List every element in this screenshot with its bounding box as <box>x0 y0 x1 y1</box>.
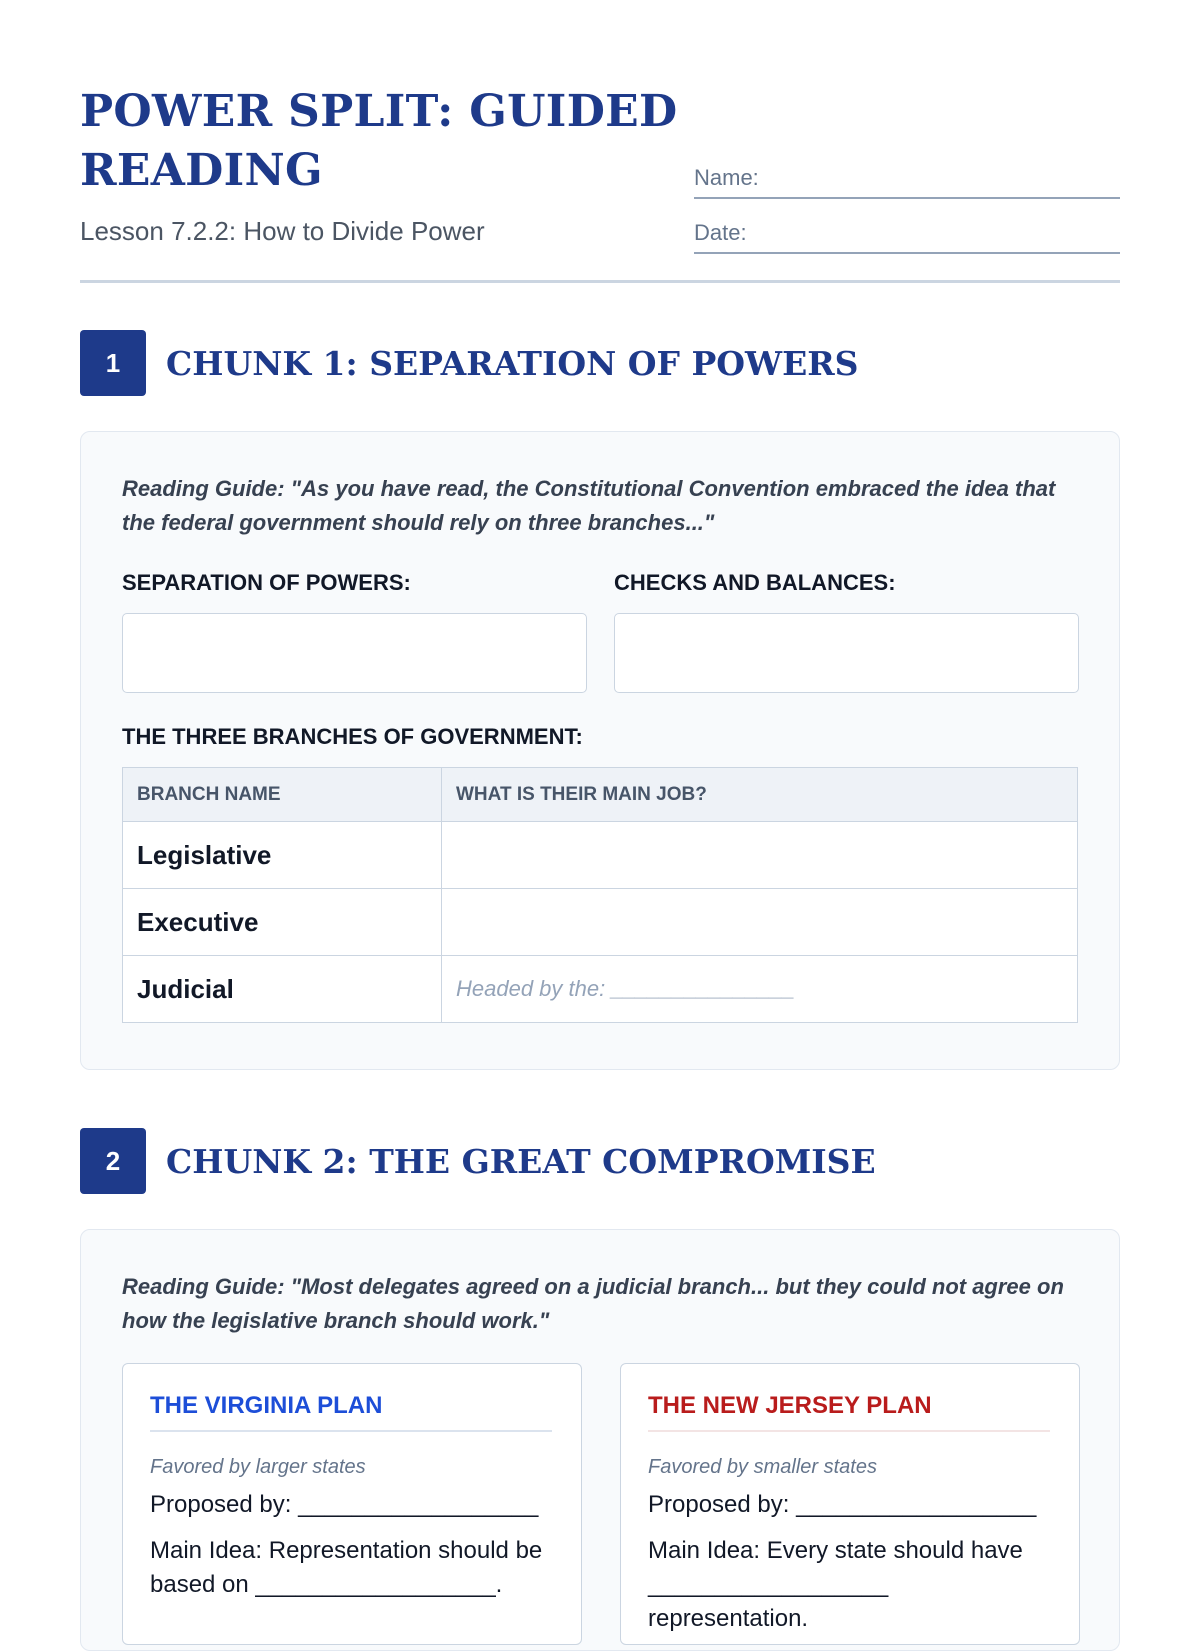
worksheet-page <box>80 0 1120 1632</box>
branch-name-cell: Executive <box>123 889 442 956</box>
new-jersey-plan-favored: Favored by smaller states <box>648 1456 877 1478</box>
chunk-1-panel <box>80 431 1120 1070</box>
new-jersey-plan-card <box>620 1363 1080 1645</box>
separation-of-powers-label: SEPARATION OF POWERS: <box>122 570 411 595</box>
chunk-1-title: CHUNK 1: SEPARATION OF POWERS <box>166 343 859 383</box>
checks-and-balances-label: CHECKS AND BALANCES: <box>614 570 896 595</box>
chunk-1-header <box>80 330 859 396</box>
new-jersey-plan-main-idea[interactable]: Main Idea: Every state should have __________________ representation. <box>648 1537 1023 1632</box>
virginia-plan-title: THE VIRGINIA PLAN <box>150 1392 552 1432</box>
chunk-1-reading-guide: Reading Guide: "As you have read, the Constitutional Convention embraced the idea that the federal government should rely on three branches..." <box>122 476 1056 535</box>
chunk-2-title: CHUNK 2: THE GREAT COMPROMISE <box>166 1141 876 1181</box>
main-job-answer-cell[interactable]: Headed by the: _______________ <box>442 956 1078 1023</box>
virginia-plan-card <box>122 1363 582 1645</box>
page-title: POWER SPLIT: GUIDED READING <box>80 86 678 196</box>
header-divider <box>80 280 1120 283</box>
main-job-answer-cell[interactable] <box>442 822 1078 889</box>
separation-of-powers-answer-box[interactable] <box>122 613 587 693</box>
branch-name-cell: Legislative <box>123 822 442 889</box>
branch-name-cell: Judicial <box>123 956 442 1023</box>
lesson-subtitle: Lesson 7.2.2: How to Divide Power <box>80 216 485 246</box>
three-branches-label: THE THREE BRANCHES OF GOVERNMENT: <box>122 724 583 749</box>
table-row <box>123 822 1078 889</box>
chunk-2-header <box>80 1128 876 1194</box>
new-jersey-plan-proposed-by[interactable]: Proposed by: __________________ <box>648 1491 1037 1518</box>
name-field[interactable] <box>694 157 1120 199</box>
chunk-2-number-badge: 2 <box>80 1128 146 1194</box>
virginia-plan-proposed-by[interactable]: Proposed by: __________________ <box>150 1491 539 1518</box>
checks-and-balances-answer-box[interactable] <box>614 613 1079 693</box>
main-job-answer-cell[interactable] <box>442 889 1078 956</box>
name-label: Name: <box>694 165 759 190</box>
worksheet-header <box>80 0 1120 282</box>
virginia-plan-favored: Favored by larger states <box>150 1456 366 1478</box>
virginia-plan-main-idea[interactable]: Main Idea: Representation should be based on __________________. <box>150 1537 543 1598</box>
chunk-2-panel <box>80 1229 1120 1651</box>
date-label: Date: <box>694 220 747 245</box>
chunk-2-reading-guide: Reading Guide: "Most delegates agreed on a judicial branch... but they could not agree on how the legislative branch should work." <box>122 1274 1064 1333</box>
table-row <box>123 889 1078 956</box>
column-header-main-job: WHAT IS THEIR MAIN JOB? <box>442 768 1078 822</box>
table-row <box>123 956 1078 1023</box>
branches-table <box>122 767 1078 1023</box>
new-jersey-plan-title: THE NEW JERSEY PLAN <box>648 1392 1050 1432</box>
chunk-1-number-badge: 1 <box>80 330 146 396</box>
date-field[interactable] <box>694 212 1120 254</box>
column-header-branch-name: BRANCH NAME <box>123 768 442 822</box>
table-header-row <box>123 768 1078 822</box>
